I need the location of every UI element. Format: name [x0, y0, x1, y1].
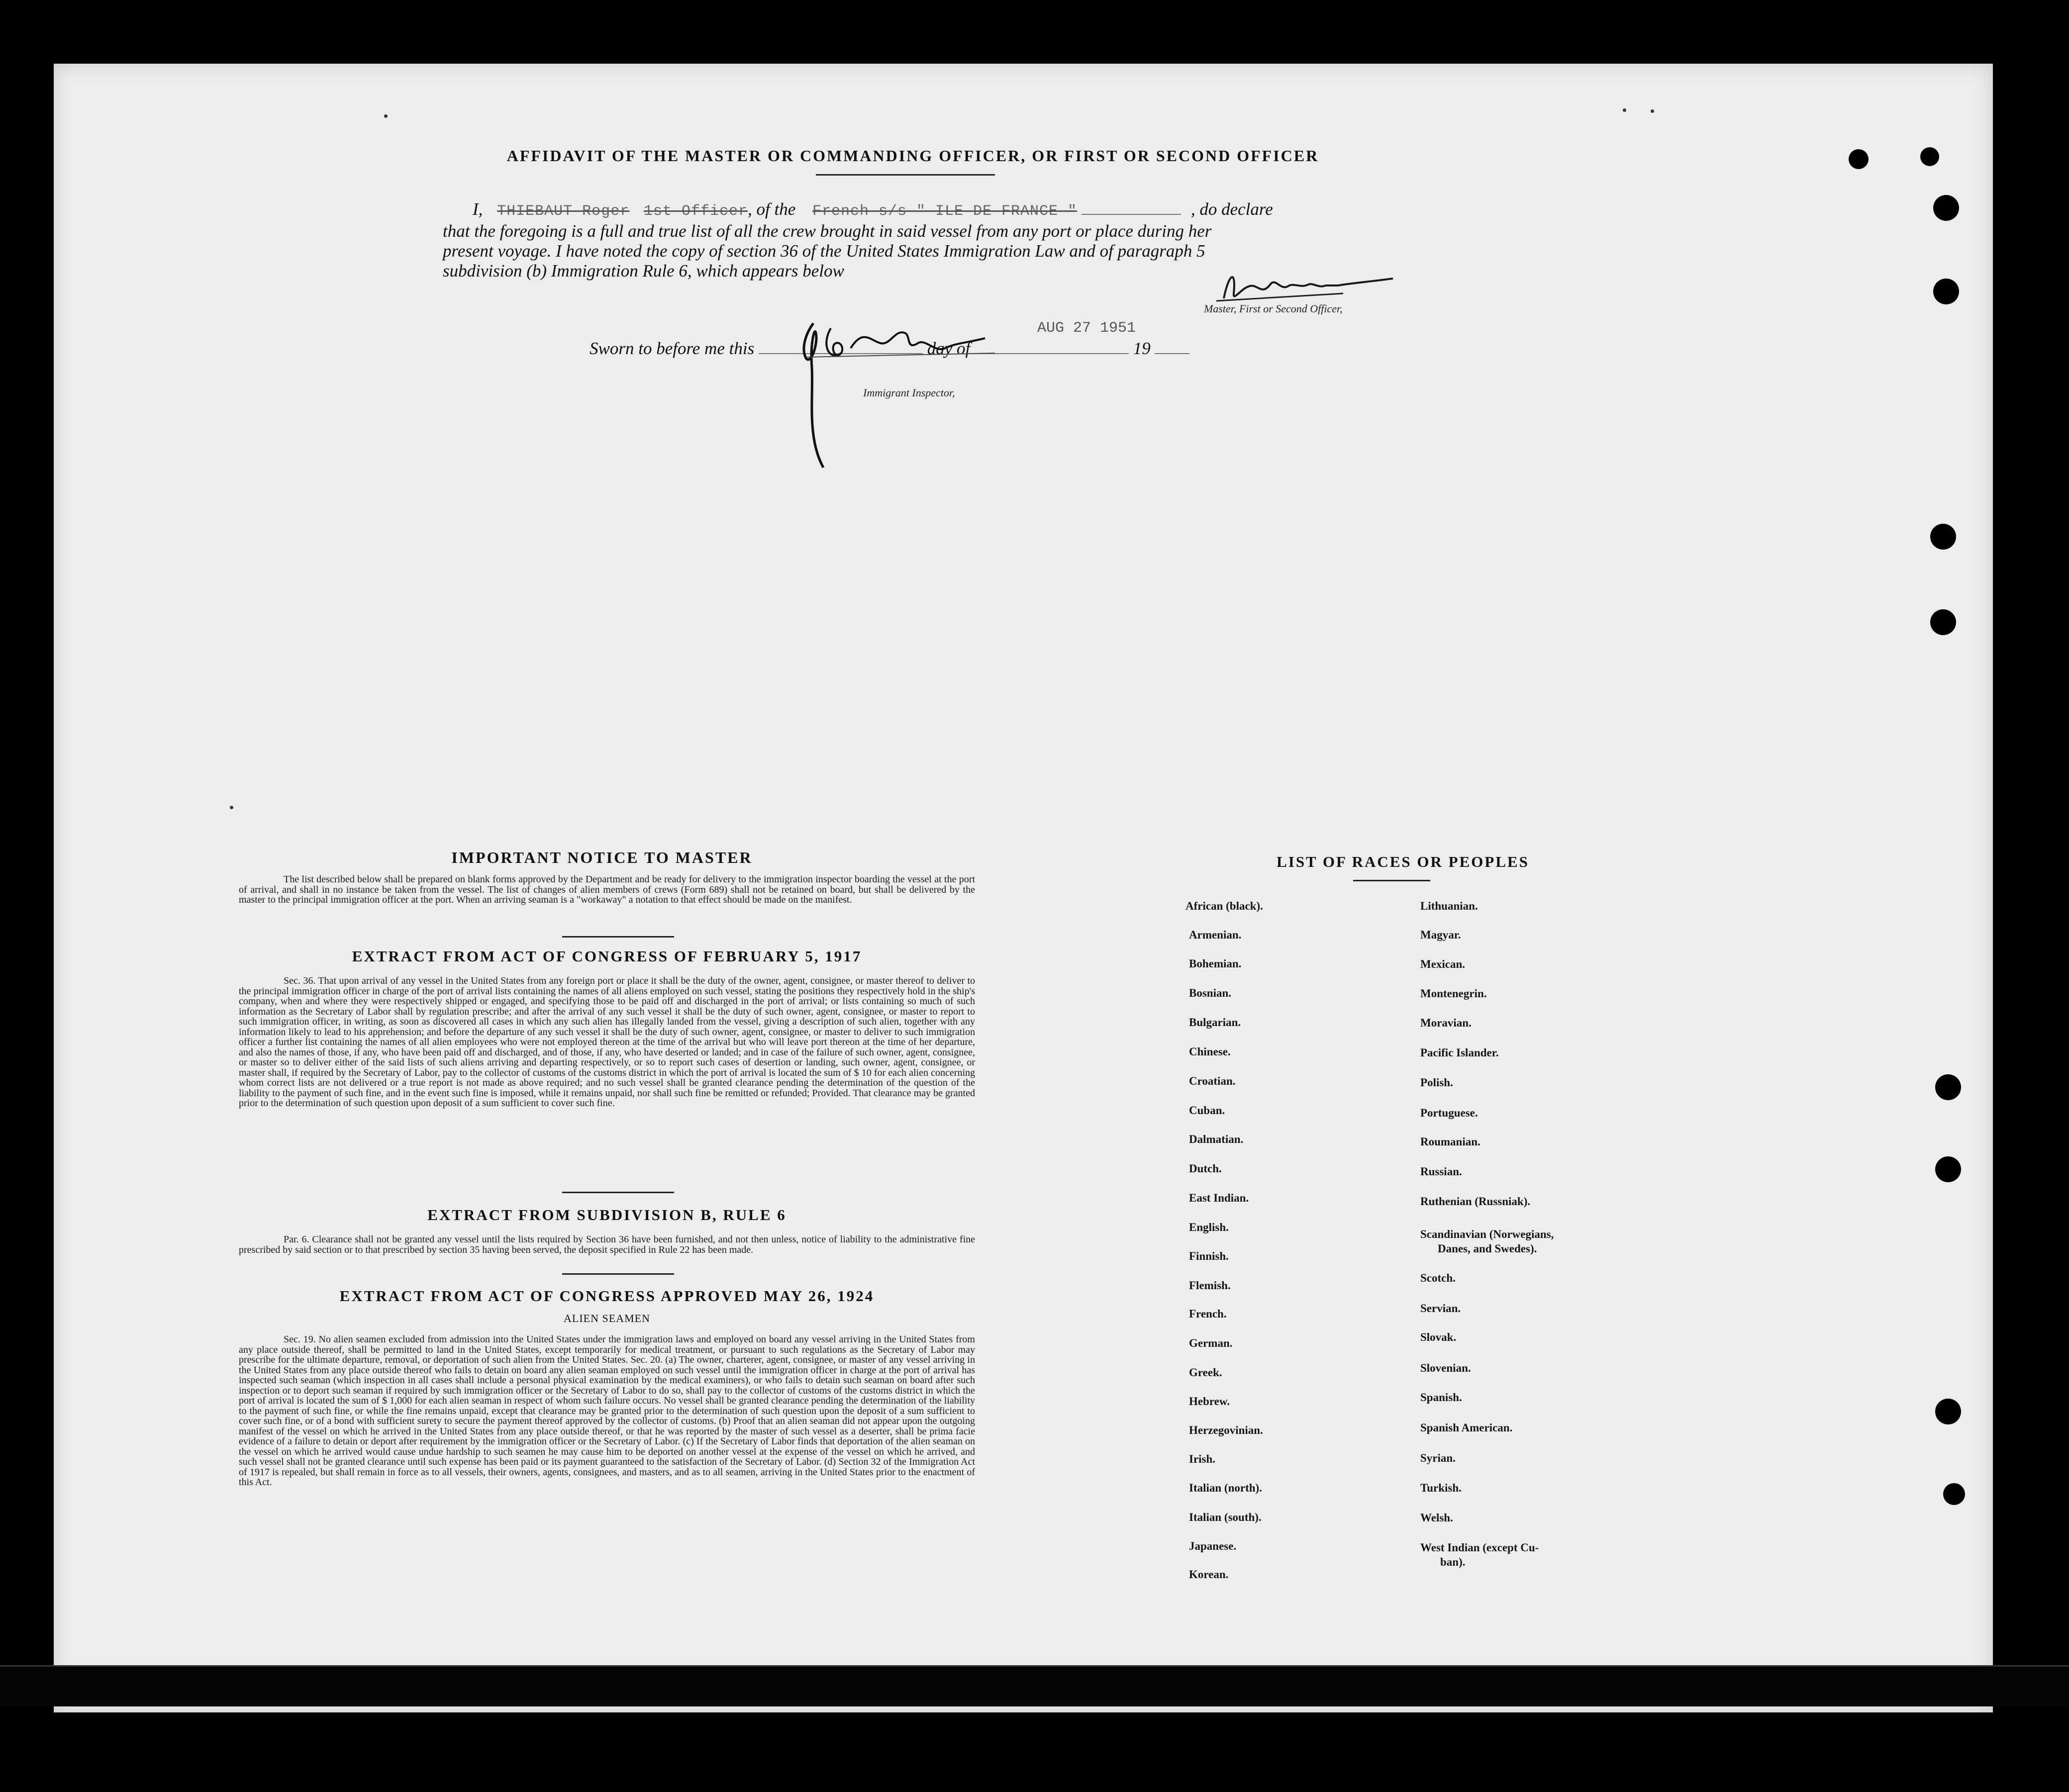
binder-hole	[1935, 1074, 1961, 1100]
scan-speck	[230, 806, 233, 809]
race-item: Danes, and Swedes).	[1438, 1242, 1537, 1255]
declaration-line-1: I, THIEBAUT Roger 1st Officer, of the French s/s " ILE DE FRANCE " , do declare	[473, 199, 1273, 220]
scan-speck	[1623, 108, 1626, 112]
race-item: Herzegovinian.	[1189, 1424, 1263, 1436]
race-item: Italian (north).	[1189, 1482, 1262, 1494]
year-blank	[1155, 338, 1189, 354]
race-item: Slovenian.	[1420, 1362, 1471, 1374]
extract-1924-title: EXTRACT FROM ACT OF CONGRESS APPROVED MAY 26, 1924	[339, 1287, 875, 1305]
alien-seamen-subtitle: ALIEN SEAMEN	[564, 1312, 650, 1324]
race-item: Spanish.	[1420, 1391, 1462, 1404]
binder-hole	[1935, 1156, 1961, 1182]
declaration-line-2: that the foregoing is a full and true list of all the crew brought in said vessel from any port or place during her	[443, 221, 1212, 241]
binder-hole	[1849, 149, 1869, 169]
scan-bottom-edge	[0, 1665, 2069, 1706]
officer-rank: 1st Officer	[643, 203, 748, 220]
officer-name: THIEBAUT Roger	[497, 203, 630, 220]
extract-1924-body: Sec. 19. No alien seamen excluded from admission into the United States under the immigration laws and employed on board any vessel arriving in the United States from any place outside thereof, shall be permitted to land in the United States, except temporarily for medical treatment, or pursuant to such regulations as the Secretary of Labor may prescribe for the ultimate departure, removal, or deportation of such alien from the United States. Sec. 20. (a) The owner, charterer, agent, consignee, or master of any vessel arriving in the United States from any place outside thereof who fails to detain on board any alien seaman employed on such vessel until the immigration officer in charge at the port of arrival has inspected such seaman (which inspection in all cases shall include a personal physical examination by the medical examiners), or who fails to detain such seaman on board after such inspection or to deport such seaman if required by such immigration officer or the Secretary of Labor to do so, shall pay to the collector of customs of the customs district in which the port of arrival is located the sum of $ 1,000 for each alien seaman in respect of whom such failure occurs. No vessel shall be granted clearance pending the determination of the liability to the payment of such fine, or while the fine remains unpaid, except that clearance may be granted prior to the determination of such question upon the deposit of a sum sufficient to cover such fine, or of a bond with sufficient surety to secure the payment thereof approved by the collector of customs. (b) Proof that an alien seaman did not appear upon the outgoing manifest of the vessel on which he arrived in the United States from any place outside thereof, or that he was reported by the master of such vessel as a deserter, shall be prima facie evidence of a failure to detain or deport after requirement by the immigration officer or the Secretary of Labor. (c) If the Secretary of Labor finds that deportation of the alien seaman on the vessel on which he arrived would cause undue hardship to such seamen he may cause him to be deported on another vessel at the expense of the vessel on which he arrived, and such vessel shall not be granted clearance until such expense has been paid or its payment guaranteed to the satisfaction of the Secretary of Labor. (d) Section 32 of the Immigration Act of 1917 is repealed, but shall remain in force as to all vessels, their owners, agents, consignees, and masters, and as to all seamen, arriving in the United States prior to the enactment of this Act.	[239, 1334, 975, 1488]
races-title-underline	[1353, 880, 1430, 881]
race-item: African (black).	[1185, 900, 1263, 912]
scan-speck	[384, 114, 388, 118]
binder-hole	[1933, 195, 1959, 221]
race-item: Turkish.	[1420, 1482, 1462, 1494]
race-item: Bulgarian.	[1189, 1016, 1241, 1029]
race-item: Ruthenian (Russniak).	[1420, 1195, 1531, 1208]
binder-hole	[1935, 1399, 1961, 1424]
race-item: Bosnian.	[1189, 987, 1232, 999]
race-item: Roumanian.	[1420, 1135, 1480, 1148]
race-item: Pacific Islander.	[1420, 1046, 1499, 1059]
race-item: Korean.	[1189, 1568, 1229, 1581]
extract-rule6-body: Par. 6. Clearance shall not be granted any vessel until the lists required by Section 36 have been furnished, and not then unless, notice of liability to the administrative fine prescribed by said section or to that prescribed by section 35 having been served, the deposit specified in Rule 22 has been made.	[239, 1234, 975, 1255]
race-item: Polish.	[1420, 1076, 1453, 1089]
sworn-line: Sworn to before me this day of 19	[590, 338, 1246, 363]
race-item: Croatian.	[1189, 1075, 1236, 1087]
race-item: Greek.	[1189, 1366, 1222, 1379]
race-item: Scandinavian (Norwegians,	[1420, 1228, 1554, 1240]
race-item: ban).	[1440, 1556, 1466, 1568]
extract-rule6-title: EXTRACT FROM SUBDIVISION B, RULE 6	[427, 1206, 787, 1224]
race-item: Magyar.	[1420, 929, 1461, 941]
officer-signature	[1214, 264, 1413, 308]
race-item: Flemish.	[1189, 1279, 1231, 1292]
section-divider	[562, 936, 674, 938]
race-item: Bohemian.	[1189, 957, 1242, 970]
scan-speck	[1651, 109, 1654, 113]
notice-title: IMPORTANT NOTICE TO MASTER	[451, 849, 753, 866]
section-divider	[562, 1192, 674, 1193]
race-item: Moravian.	[1420, 1017, 1472, 1029]
race-item: Chinese.	[1189, 1045, 1231, 1058]
title-underline	[816, 174, 995, 176]
race-item: Dalmatian.	[1189, 1133, 1244, 1145]
races-title: LIST OF RACES OR PEOPLES	[1277, 853, 1529, 870]
race-item: Armenian.	[1189, 929, 1242, 941]
race-item: Irish.	[1189, 1453, 1216, 1465]
race-item: Syrian.	[1420, 1452, 1456, 1464]
race-item: Welsh.	[1420, 1511, 1453, 1524]
binder-hole	[1933, 279, 1959, 304]
binder-hole	[1930, 609, 1956, 635]
race-item: Finnish.	[1189, 1250, 1229, 1262]
vessel-blank	[1082, 199, 1181, 215]
extract-1917-title: EXTRACT FROM ACT OF CONGRESS OF FEBRUARY 5, 1917	[352, 947, 862, 965]
race-item: Mexican.	[1420, 958, 1466, 970]
race-item: Slovak.	[1420, 1331, 1457, 1343]
race-item: West Indian (except Cu-	[1420, 1541, 1539, 1554]
extract-1917-body: Sec. 36. That upon arrival of any vessel in the United States from any foreign port or place it shall be the duty of the owner, agent, consignee, or master thereof to deliver to the principal immigration officer in charge of the port of arrival lists containing the names of all aliens employed on such vessel, stating the positions they respectively hold in the ship's company, when and where they were respectively shipped or engaged, and specifying those to be paid off and discharged in the port of arrival; or lists containing so much of such information as the Secretary of Labor shall by regulation prescribe; and after the arrival of any such vessel it shall be the duty of such owner, agent, consignee, or master to report to such immigration officer, in writing, as soon as discovered all cases in which any such alien has illegally landed from the vessel, giving a description of such alien, together with any information likely to lead to his apprehension; and before the departure of any such vessel it shall be the duty of such owner, agent, consignee, or master to deliver to such immigration officer a further list containing the names of all alien employees who were not employed thereon at the time of the arrival but who will leave port thereon at the time of her departure, and also the names of those, if any, who have been paid off and discharged, and of those, if any, who have deserted or landed; and in case of the failure of such owner, agent, consignee, or master so to deliver either of the said lists of such aliens arriving and departing respectively, or so to report such cases of desertion or landing, such owner, agent, consignee, or master shall, if required by the Secretary of Labor, pay to the collector of customs of the customs district in which the port of arrival is located the sum of $ 10 for each alien concerning whom correct lists are not delivered or a true report is not made as above required; and no such vessel shall be granted clearance pending the determination of the question of the liability to the payment of such fine, and in the event such fine is imposed, while it remains unpaid, nor shall such fine be remitted or refunded; Provided. That clearance may be granted prior to the determination of such question upon deposit of a sum sufficient to cover such fine.	[239, 975, 975, 1109]
vessel-name: French s/s " ILE DE FRANCE "	[812, 203, 1078, 220]
inspector-caption: Immigrant Inspector,	[863, 386, 955, 399]
notice-body: The list described below shall be prepared on blank forms approved by the Department and be ready for delivery to the immigration inspector boarding the vessel at the port of arrival, and shall in no instance be taken from the vessel. The list of changes of alien members of crews (Form 689) shall not be retained on board, but shall be delivered by the master to the principal immigration officer at the port. When an arriving seaman is a "workaway" a notation to that effect should be made on the manifest.	[239, 874, 975, 905]
binder-hole	[1930, 524, 1956, 550]
race-item: Hebrew.	[1189, 1395, 1230, 1408]
affidavit-title: AFFIDAVIT OF THE MASTER OR COMMANDING OFFICER, OR FIRST OR SECOND OFFICER	[506, 147, 1319, 165]
binder-hole	[1943, 1483, 1965, 1505]
race-item: Italian (south).	[1189, 1511, 1262, 1523]
declaration-line-3: present voyage. I have noted the copy of section 36 of the United States Immigration Law and of paragraph 5	[443, 241, 1205, 261]
race-item: Spanish American.	[1420, 1421, 1513, 1434]
race-item: French.	[1189, 1308, 1227, 1320]
race-item: Montenegrin.	[1420, 987, 1487, 1000]
race-item: East Indian.	[1189, 1192, 1249, 1204]
race-item: Russian.	[1420, 1165, 1462, 1178]
race-item: Dutch.	[1189, 1162, 1222, 1175]
race-item: English.	[1189, 1221, 1229, 1233]
race-item: German.	[1189, 1337, 1233, 1349]
race-item: Scotch.	[1420, 1272, 1456, 1284]
master-caption: Master, First or Second Officer,	[1204, 302, 1343, 315]
race-item: Japanese.	[1189, 1540, 1237, 1552]
race-item: Portuguese.	[1420, 1107, 1478, 1119]
race-item: Lithuanian.	[1420, 900, 1478, 912]
date-stamp: AUG 27 1951	[1037, 320, 1136, 337]
section-divider	[562, 1273, 674, 1275]
binder-hole	[1920, 147, 1939, 166]
race-item: Servian.	[1420, 1302, 1461, 1315]
race-item: Cuban.	[1189, 1104, 1225, 1117]
declaration-line-4: subdivision (b) Immigration Rule 6, which appears below	[443, 261, 844, 281]
